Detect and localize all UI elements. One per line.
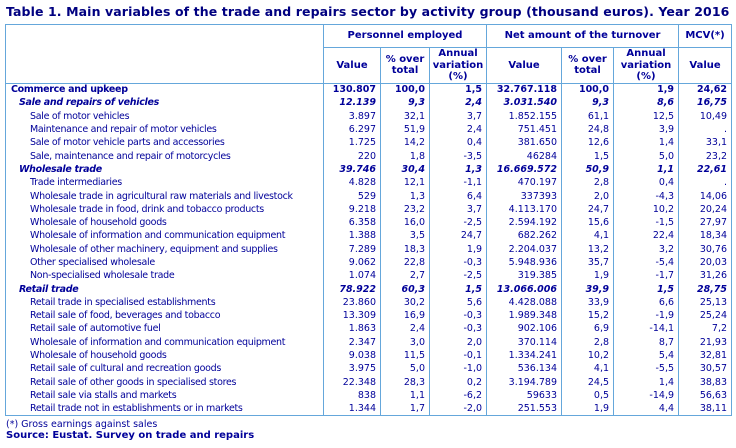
table-row [6,349,732,362]
cell-value: 5,6 [430,296,487,309]
row-label: Wholesale of household goods [6,349,324,362]
cell-value: 0,4 [430,136,487,149]
cell-value: 5.948.936 [487,256,562,269]
cell-value: -2,5 [430,269,487,282]
page-title: Table 1. Main variables of the trade and repairs sector by activity group (thousand euros). Year 2016 [6,4,730,19]
table-row [6,229,732,242]
cell-value: 12,6 [562,136,614,149]
cell-value: 751.451 [487,123,562,136]
subheader-mcv-value: Value [679,48,732,84]
cell-value: 46284 [487,149,562,162]
cell-value: 12,1 [381,176,430,189]
cell-value: 22,4 [614,229,679,242]
cell-value: 15,6 [562,216,614,229]
cell-value: 16,9 [381,309,430,322]
cell-value: 1,9 [614,83,679,96]
cell-value: 5,0 [614,149,679,162]
cell-value: 100,0 [562,83,614,96]
cell-value: 30,76 [679,243,732,256]
cell-value: 2,8 [562,176,614,189]
cell-value: -2,5 [430,216,487,229]
cell-value: 3,2 [614,243,679,256]
cell-value: 32,81 [679,349,732,362]
cell-value: 9,3 [562,96,614,109]
cell-value: 3,7 [430,110,487,123]
table-row [6,282,732,295]
row-label: Sale and repairs of vehicles [6,96,324,109]
subheader-personnel-value: Value [324,48,381,84]
table-row [6,389,732,402]
cell-value: 4,1 [562,362,614,375]
cell-value: 1,5 [430,282,487,295]
table-row [6,376,732,389]
cell-value: 12.139 [324,96,381,109]
cell-value: 6.358 [324,216,381,229]
cell-value: 1,1 [381,389,430,402]
cell-value: 10,2 [614,203,679,216]
cell-value: 22,8 [381,256,430,269]
cell-value: 902.106 [487,322,562,335]
cell-value: -1,5 [614,216,679,229]
cell-value: 59633 [487,389,562,402]
cell-value: 15,2 [562,309,614,322]
cell-value: 10,2 [562,349,614,362]
row-label: Retail sale of other goods in specialised stores [6,376,324,389]
row-label: Sale of motor vehicles [6,110,324,123]
subheader-personnel-variation: Annual variation (%) [430,48,487,84]
cell-value: -1,7 [614,269,679,282]
row-label: Wholesale of information and communication equipment [6,336,324,349]
group-header-mcv: MCV(*) [679,25,732,48]
cell-value: 0,5 [562,389,614,402]
cell-value: 23,2 [679,149,732,162]
row-label: Other specialised wholesale [6,256,324,269]
cell-value: 1.334.241 [487,349,562,362]
cell-value: 14,2 [381,136,430,149]
table-row [6,362,732,375]
cell-value: 1.725 [324,136,381,149]
cell-value: 4,4 [614,402,679,415]
cell-value: 2,4 [430,123,487,136]
row-label: Wholesale of household goods [6,216,324,229]
cell-value: 4.428.088 [487,296,562,309]
cell-value: 14,06 [679,189,732,202]
cell-value: -14,9 [614,389,679,402]
subheader-turnover-variation: Annual variation (%) [614,48,679,84]
cell-value: 24,7 [562,203,614,216]
source-line: Source: Eustat. Survey on trade and repairs [6,430,255,441]
cell-value: 3.194.789 [487,376,562,389]
group-header-personnel: Personnel employed [324,25,487,48]
table-row [6,216,732,229]
table-row [6,176,732,189]
cell-value: 8,6 [614,96,679,109]
cell-value: 13.066.006 [487,282,562,295]
cell-value: 28,3 [381,376,430,389]
table-row [6,83,732,96]
cell-value: 16.669.572 [487,163,562,176]
cell-value: 319.385 [487,269,562,282]
cell-value: 2,0 [430,336,487,349]
cell-value: 20,03 [679,256,732,269]
cell-value: 2.594.192 [487,216,562,229]
cell-value: 12,5 [614,110,679,123]
cell-value: 1,4 [614,376,679,389]
cell-value: -1,1 [430,176,487,189]
cell-value: 22,61 [679,163,732,176]
label-column-header [6,25,324,84]
cell-value: 56,63 [679,389,732,402]
table-row [6,322,732,335]
table-row [6,136,732,149]
cell-value: -0,3 [430,256,487,269]
table-row [6,296,732,309]
cell-value: 16,0 [381,216,430,229]
row-label: Retail sale of cultural and recreation goods [6,362,324,375]
cell-value: -4,3 [614,189,679,202]
cell-value: 3.031.540 [487,96,562,109]
subheader-turnover-pct: % over total [562,48,614,84]
cell-value: 31,26 [679,269,732,282]
cell-value: 22.348 [324,376,381,389]
cell-value: 9,3 [381,96,430,109]
table-row [6,149,732,162]
cell-value: 1.074 [324,269,381,282]
cell-value: -3,5 [430,149,487,162]
cell-value: 1,9 [430,243,487,256]
row-label: Retail trade in specialised establishments [6,296,324,309]
cell-value: 78.922 [324,282,381,295]
cell-value: 27,97 [679,216,732,229]
cell-value: 51,9 [381,123,430,136]
cell-value: . [679,176,732,189]
cell-value: -2,0 [430,402,487,415]
cell-value: 25,24 [679,309,732,322]
cell-value: 33,9 [562,296,614,309]
cell-value: 682.262 [487,229,562,242]
cell-value: 4.113.170 [487,203,562,216]
cell-value: 50,9 [562,163,614,176]
cell-value: 18,3 [381,243,430,256]
table-row [6,123,732,136]
cell-value: 18,34 [679,229,732,242]
cell-value: 21,93 [679,336,732,349]
cell-value: 39,9 [562,282,614,295]
cell-value: 3,7 [430,203,487,216]
row-label: Sale of motor vehicle parts and accessories [6,136,324,149]
cell-value: 1,4 [614,136,679,149]
cell-value: 32,1 [381,110,430,123]
cell-value: 7.289 [324,243,381,256]
cell-value: 9.038 [324,349,381,362]
cell-value: 3,0 [381,336,430,349]
cell-value: 3.975 [324,362,381,375]
cell-value: 30,2 [381,296,430,309]
row-label: Retail sale of food, beverages and tobacco [6,309,324,322]
cell-value: 838 [324,389,381,402]
main-variables-table [5,24,732,416]
table-row [6,110,732,123]
group-header-turnover: Net amount of the turnover [487,25,679,48]
cell-value: 251.553 [487,402,562,415]
cell-value: 23.860 [324,296,381,309]
cell-value: 30,4 [381,163,430,176]
cell-value: 1.344 [324,402,381,415]
cell-value: 1,9 [562,402,614,415]
cell-value: 35,7 [562,256,614,269]
row-label: Wholesale trade in food, drink and tobacco products [6,203,324,216]
cell-value: 1.863 [324,322,381,335]
cell-value: 536.134 [487,362,562,375]
cell-value: 3.897 [324,110,381,123]
cell-value: 60,3 [381,282,430,295]
cell-value: -1,0 [430,362,487,375]
cell-value: 61,1 [562,110,614,123]
row-label: Wholesale trade [6,163,324,176]
cell-value: 33,1 [679,136,732,149]
cell-value: 1,9 [562,269,614,282]
cell-value: 337393 [487,189,562,202]
cell-value: 1.388 [324,229,381,242]
cell-value: 10,49 [679,110,732,123]
cell-value: -1,9 [614,309,679,322]
cell-value: 6,6 [614,296,679,309]
cell-value: 25,13 [679,296,732,309]
cell-value: 130.807 [324,83,381,96]
table-row [6,402,732,415]
cell-value: 38,11 [679,402,732,415]
cell-value: 2.347 [324,336,381,349]
cell-value: 0,2 [430,376,487,389]
cell-value: 6,9 [562,322,614,335]
cell-value: 24,8 [562,123,614,136]
row-label: Commerce and upkeep [6,83,324,96]
cell-value: 2,4 [381,322,430,335]
table-row [6,189,732,202]
cell-value: 8,7 [614,336,679,349]
cell-value: -5,5 [614,362,679,375]
cell-value: 13.309 [324,309,381,322]
cell-value: 7,2 [679,322,732,335]
cell-value: 2,0 [562,189,614,202]
cell-value: -0,3 [430,322,487,335]
table-row [6,203,732,216]
cell-value: 2,8 [562,336,614,349]
row-label: Retail trade [6,282,324,295]
table-header [6,25,732,84]
table-body [6,83,732,415]
subheader-turnover-value: Value [487,48,562,84]
row-label: Wholesale of other machinery, equipment and supplies [6,243,324,256]
table-row [6,269,732,282]
cell-value: 9.218 [324,203,381,216]
cell-value: 529 [324,189,381,202]
cell-value: . [679,123,732,136]
cell-value: 20,24 [679,203,732,216]
cell-value: 30,57 [679,362,732,375]
cell-value: 28,75 [679,282,732,295]
cell-value: 2,4 [430,96,487,109]
row-label: Wholesale trade in agricultural raw materials and livestock [6,189,324,202]
cell-value: 1.989.348 [487,309,562,322]
table-row [6,243,732,256]
table-row [6,309,732,322]
row-label: Non-specialised wholesale trade [6,269,324,282]
cell-value: 24,62 [679,83,732,96]
cell-value: 1,3 [430,163,487,176]
cell-value: 3,5 [381,229,430,242]
cell-value: 6,4 [430,189,487,202]
row-label: Maintenance and repair of motor vehicles [6,123,324,136]
cell-value: -5,4 [614,256,679,269]
row-label: Trade intermediaries [6,176,324,189]
cell-value: 9.062 [324,256,381,269]
table-row [6,96,732,109]
cell-value: -0,3 [430,309,487,322]
cell-value: 1,8 [381,149,430,162]
cell-value: 100,0 [381,83,430,96]
cell-value: 24,7 [430,229,487,242]
table-row [6,256,732,269]
footnote-gross-earnings: (*) Gross earnings against sales [6,419,158,430]
cell-value: 39.746 [324,163,381,176]
cell-value: 1,1 [614,163,679,176]
cell-value: 1.852.155 [487,110,562,123]
cell-value: 470.197 [487,176,562,189]
cell-value: 1,5 [614,282,679,295]
row-label: Sale, maintenance and repair of motorcycles [6,149,324,162]
cell-value: 381.650 [487,136,562,149]
row-label: Retail sale via stalls and markets [6,389,324,402]
cell-value: 5,4 [614,349,679,362]
cell-value: 2,7 [381,269,430,282]
cell-value: 16,75 [679,96,732,109]
row-label: Retail trade not in establishments or in markets [6,402,324,415]
cell-value: 1,7 [381,402,430,415]
cell-value: 370.114 [487,336,562,349]
cell-value: 38,83 [679,376,732,389]
cell-value: 24,5 [562,376,614,389]
cell-value: 0,4 [614,176,679,189]
cell-value: 5,0 [381,362,430,375]
cell-value: 2.204.037 [487,243,562,256]
cell-value: 32.767.118 [487,83,562,96]
cell-value: 220 [324,149,381,162]
cell-value: 1,3 [381,189,430,202]
cell-value: -14,1 [614,322,679,335]
cell-value: 6.297 [324,123,381,136]
cell-value: 23,2 [381,203,430,216]
cell-value: 13,2 [562,243,614,256]
cell-value: 11,5 [381,349,430,362]
subheader-personnel-pct: % over total [381,48,430,84]
row-label: Wholesale of information and communication equipment [6,229,324,242]
cell-value: 3,9 [614,123,679,136]
table-row [6,163,732,176]
cell-value: 1,5 [430,83,487,96]
cell-value: 1,5 [562,149,614,162]
row-label: Retail sale of automotive fuel [6,322,324,335]
cell-value: -6,2 [430,389,487,402]
cell-value: 4.828 [324,176,381,189]
cell-value: 4,1 [562,229,614,242]
cell-value: -0,1 [430,349,487,362]
table-row [6,336,732,349]
